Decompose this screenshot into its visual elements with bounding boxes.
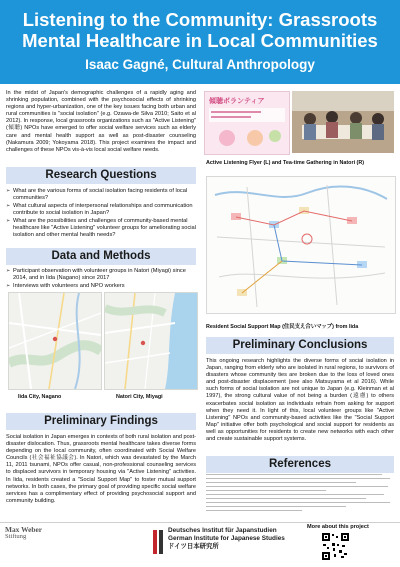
list-item: ➢ Interviews with volunteers and NPO workers: [6, 283, 196, 290]
natori-map-image: [104, 292, 198, 390]
dij-logo-icon: [152, 528, 164, 556]
natori-map-caption: Natori City, Miyagi: [116, 394, 163, 400]
reference-line: [206, 510, 302, 511]
list-item: ➢ What are the various forms of social isolation facing residents of local communities?: [6, 188, 196, 202]
reference-line: [206, 486, 388, 487]
mws-subtitle: Stiftung: [5, 533, 27, 541]
reference-line: [206, 506, 346, 507]
preliminary-conclusions-title: Preliminary Conclusions: [206, 337, 394, 354]
research-questions-list: [6, 188, 196, 240]
list-item: ➢ What cultural aspects of interpersonal relationships and communication contribute to social isolation in Japan?: [6, 203, 196, 217]
preliminary-findings-title: Preliminary Findings: [6, 413, 196, 430]
research-questions-title: Research Questions: [6, 167, 196, 184]
social-support-map-image: [206, 176, 396, 314]
list-item: ➢ What are the possibilities and challenges of community-based mental healthcare like "Active Listening" volunteer groups for ameliorating social isolation and other mental health needs?: [6, 218, 196, 239]
intro-paragraph: In the midst of Japan's demographic challenges of a rapidly aging and shrinking population, combined with the psychosocial effects of shrinking regions and hyper-urbanization, one of the key issues facing both urban and rural communities is "social isolation" (e.g. Ozawa-de Silva 2010; Saito et al 2012). In response, local grassroots organizations such as "Active Listening" (傾聴) NPOs have emerged to offer social welfare services such as elderly care and mental health support as well as post-disaster counseling (Nakamura 2009; Yokoyama 2018). This project examines the impact and challenges of these NPOs vis-à-vis local social welfare needs.: [6, 90, 196, 153]
reference-line: [206, 502, 390, 503]
reference-line: [206, 498, 366, 499]
list-item: ➢ Participant observation with volunteer groups in Natori (Miyagi) since 2014, and in Iida (Nagano) since 2017: [6, 268, 196, 282]
references-list: [206, 474, 394, 518]
qr-code-icon[interactable]: [322, 533, 349, 560]
iida-map-image: [8, 292, 102, 390]
reference-line: [206, 474, 382, 475]
max-weber-stiftung-logo: [5, 526, 42, 541]
tea-time-gathering-photo: [292, 91, 394, 153]
flyer-photo-caption: Active Listening Flyer (L) and Tea-time Gathering in Natori (R): [206, 160, 365, 166]
reference-line: [206, 494, 384, 495]
reference-line: [206, 482, 356, 483]
conclusions-paragraph: This ongoing research highlights the diverse forms of social isolation in Japan, ranging from elderly who are isolated in rural regions, to survivors of disasters whose community ties are broken due to the loss of loved ones and post-disaster displacement (see also Matsuyama et al 2016). While such forms of social isolation are not unique to Japan (e.g. Kleinman et al 1997), the strong cultural value of not being a burden (遠慮) to others exacerbates social isolation as individuals refrain from asking for support when they need it. In light of this, local volunteer groups like "Active Listening" NPOs and community-based activities like the "Social Support Map" initiative offer both psychological and social support for residents as well as opportunities for residents to create new networks with each other and create sustainable support systems.: [206, 358, 394, 443]
data-methods-title: Data and Methods: [6, 248, 196, 265]
dij-name: [168, 527, 285, 552]
reference-line: [206, 490, 326, 491]
poster-title-line1: Listening to the Community: Grassroots: [22, 9, 378, 30]
dij-name-english: German Institute for Japanese Studies: [168, 535, 285, 543]
support-map-caption: Resident Social Support Map (住民支え合いマップ) from Iida: [206, 324, 359, 330]
poster-title-line2: Mental Healthcare in Local Communities: [22, 30, 378, 51]
more-about-project-label: More about this project: [307, 524, 369, 530]
dij-name-japanese: ドイツ日本研究所: [168, 543, 219, 551]
mws-name: Max Weber: [5, 525, 43, 534]
findings-paragraph: Social isolation in Japan emerges in contexts of both rural isolation and post-disaster dislocation. Thus, grassroots mental healthcare takes diverse forms depending on the local community, often coordinated with Social Welfare Councils (社会福祉協議会). In Natori, which was devastated by the March 11, 2011 tsunami, NPOs offer casual, non-professional counseling services to displaced survivors in temporary housing via "Active Listening" activities. In Iida, residents created a "Social Support Map" to foster mutual support networks. In both cases, the primary goal of providing specific social welfare services has a complimentary effect of providing psychosocial support and community building.: [6, 434, 196, 504]
poster-author: Isaac Gagné, Cultural Anthropology: [85, 57, 315, 72]
iida-map-caption: Iida City, Nagano: [18, 394, 62, 400]
flyer-heading: 傾聴ボランティア: [209, 98, 265, 105]
references-title: References: [206, 456, 394, 473]
reference-line: [206, 478, 390, 479]
data-methods-list: [6, 268, 196, 291]
dij-name-german: Deutsches Institut für Japanstudien: [168, 527, 277, 534]
active-listening-flyer-image: [204, 91, 290, 155]
poster-header: [0, 0, 400, 84]
